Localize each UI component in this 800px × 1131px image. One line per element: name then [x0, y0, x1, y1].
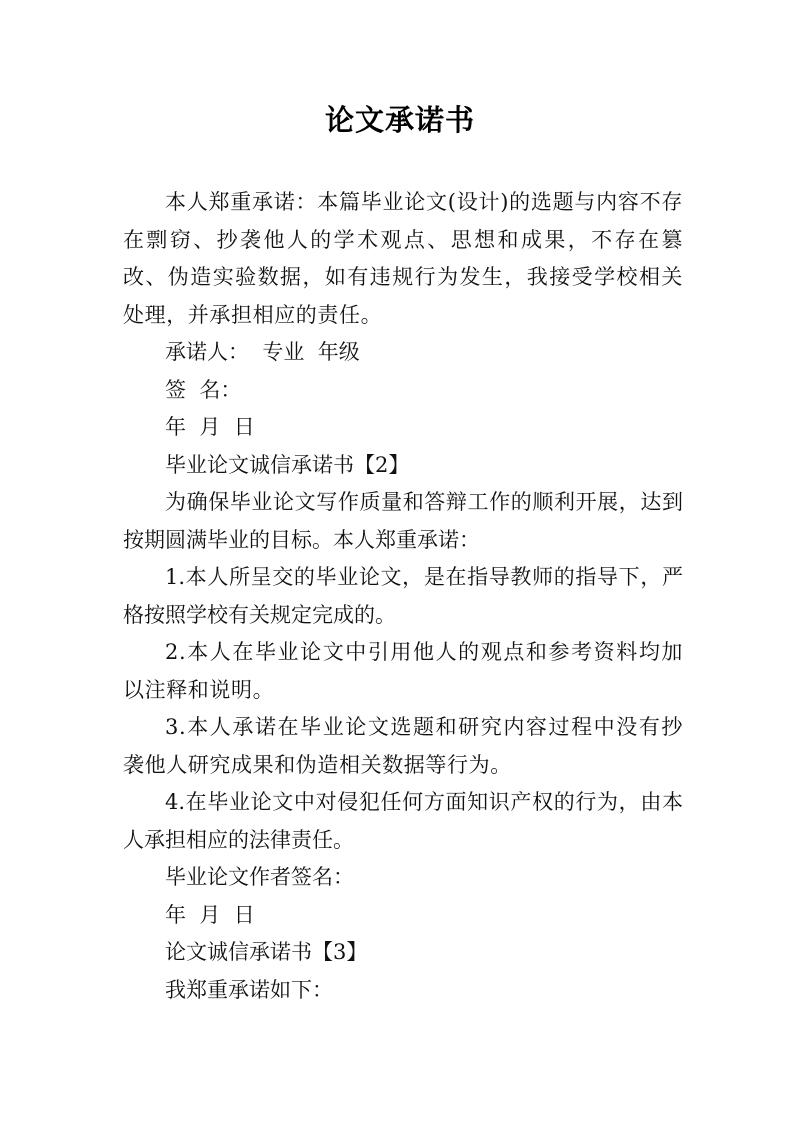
paragraph-intro-3: 我郑重承诺如下：	[165, 977, 333, 1002]
paragraph-intro-2: 为确保毕业论文写作质量和答辩工作的顺利开展，达到按期圆满毕业的目标。本人郑重承诺：	[123, 490, 683, 552]
paragraph-item-1: 1.本人所呈交的毕业论文，是在指导教师的指导下，严格按照学校有关规定完成的。	[123, 565, 683, 627]
paragraph-date-line-2: 年 月 日	[165, 902, 255, 927]
document-body	[123, 184, 683, 1009]
paragraph-item-4: 4.在毕业论文中对侵犯任何方面知识产权的行为，由本人承担相应的法律责任。	[123, 790, 683, 852]
section-heading-2: 毕业论文诚信承诺书【2】	[165, 452, 410, 477]
paragraph-commitment: 本人郑重承诺：本篇毕业论文(设计)的选题与内容不存在剽窃、抄袭他人的学术观点、思想和成果，不存在篡改、伪造实验数据，如有违规行为发生，我接受学校相关处理，并承担相应的责任。	[123, 190, 683, 327]
paragraph-signature-line: 签 名：	[165, 377, 242, 402]
paragraph-date-line: 年 月 日	[165, 415, 255, 439]
document-title: 论文承诺书	[324, 103, 475, 137]
paragraph-item-3: 3.本人承诺在毕业论文选题和研究内容过程中没有抄袭他人研究成果和伪造相关数据等行为。	[123, 715, 683, 777]
paragraph-promisor-line: 承诺人： 专业 年级	[165, 340, 360, 364]
section-heading-3: 论文诚信承诺书【3】	[165, 940, 368, 964]
paragraph-item-2: 2.本人在毕业论文中引用他人的观点和参考资料均加以注释和说明。	[123, 640, 683, 702]
paragraph-author-signature: 毕业论文作者签名：	[165, 865, 354, 889]
